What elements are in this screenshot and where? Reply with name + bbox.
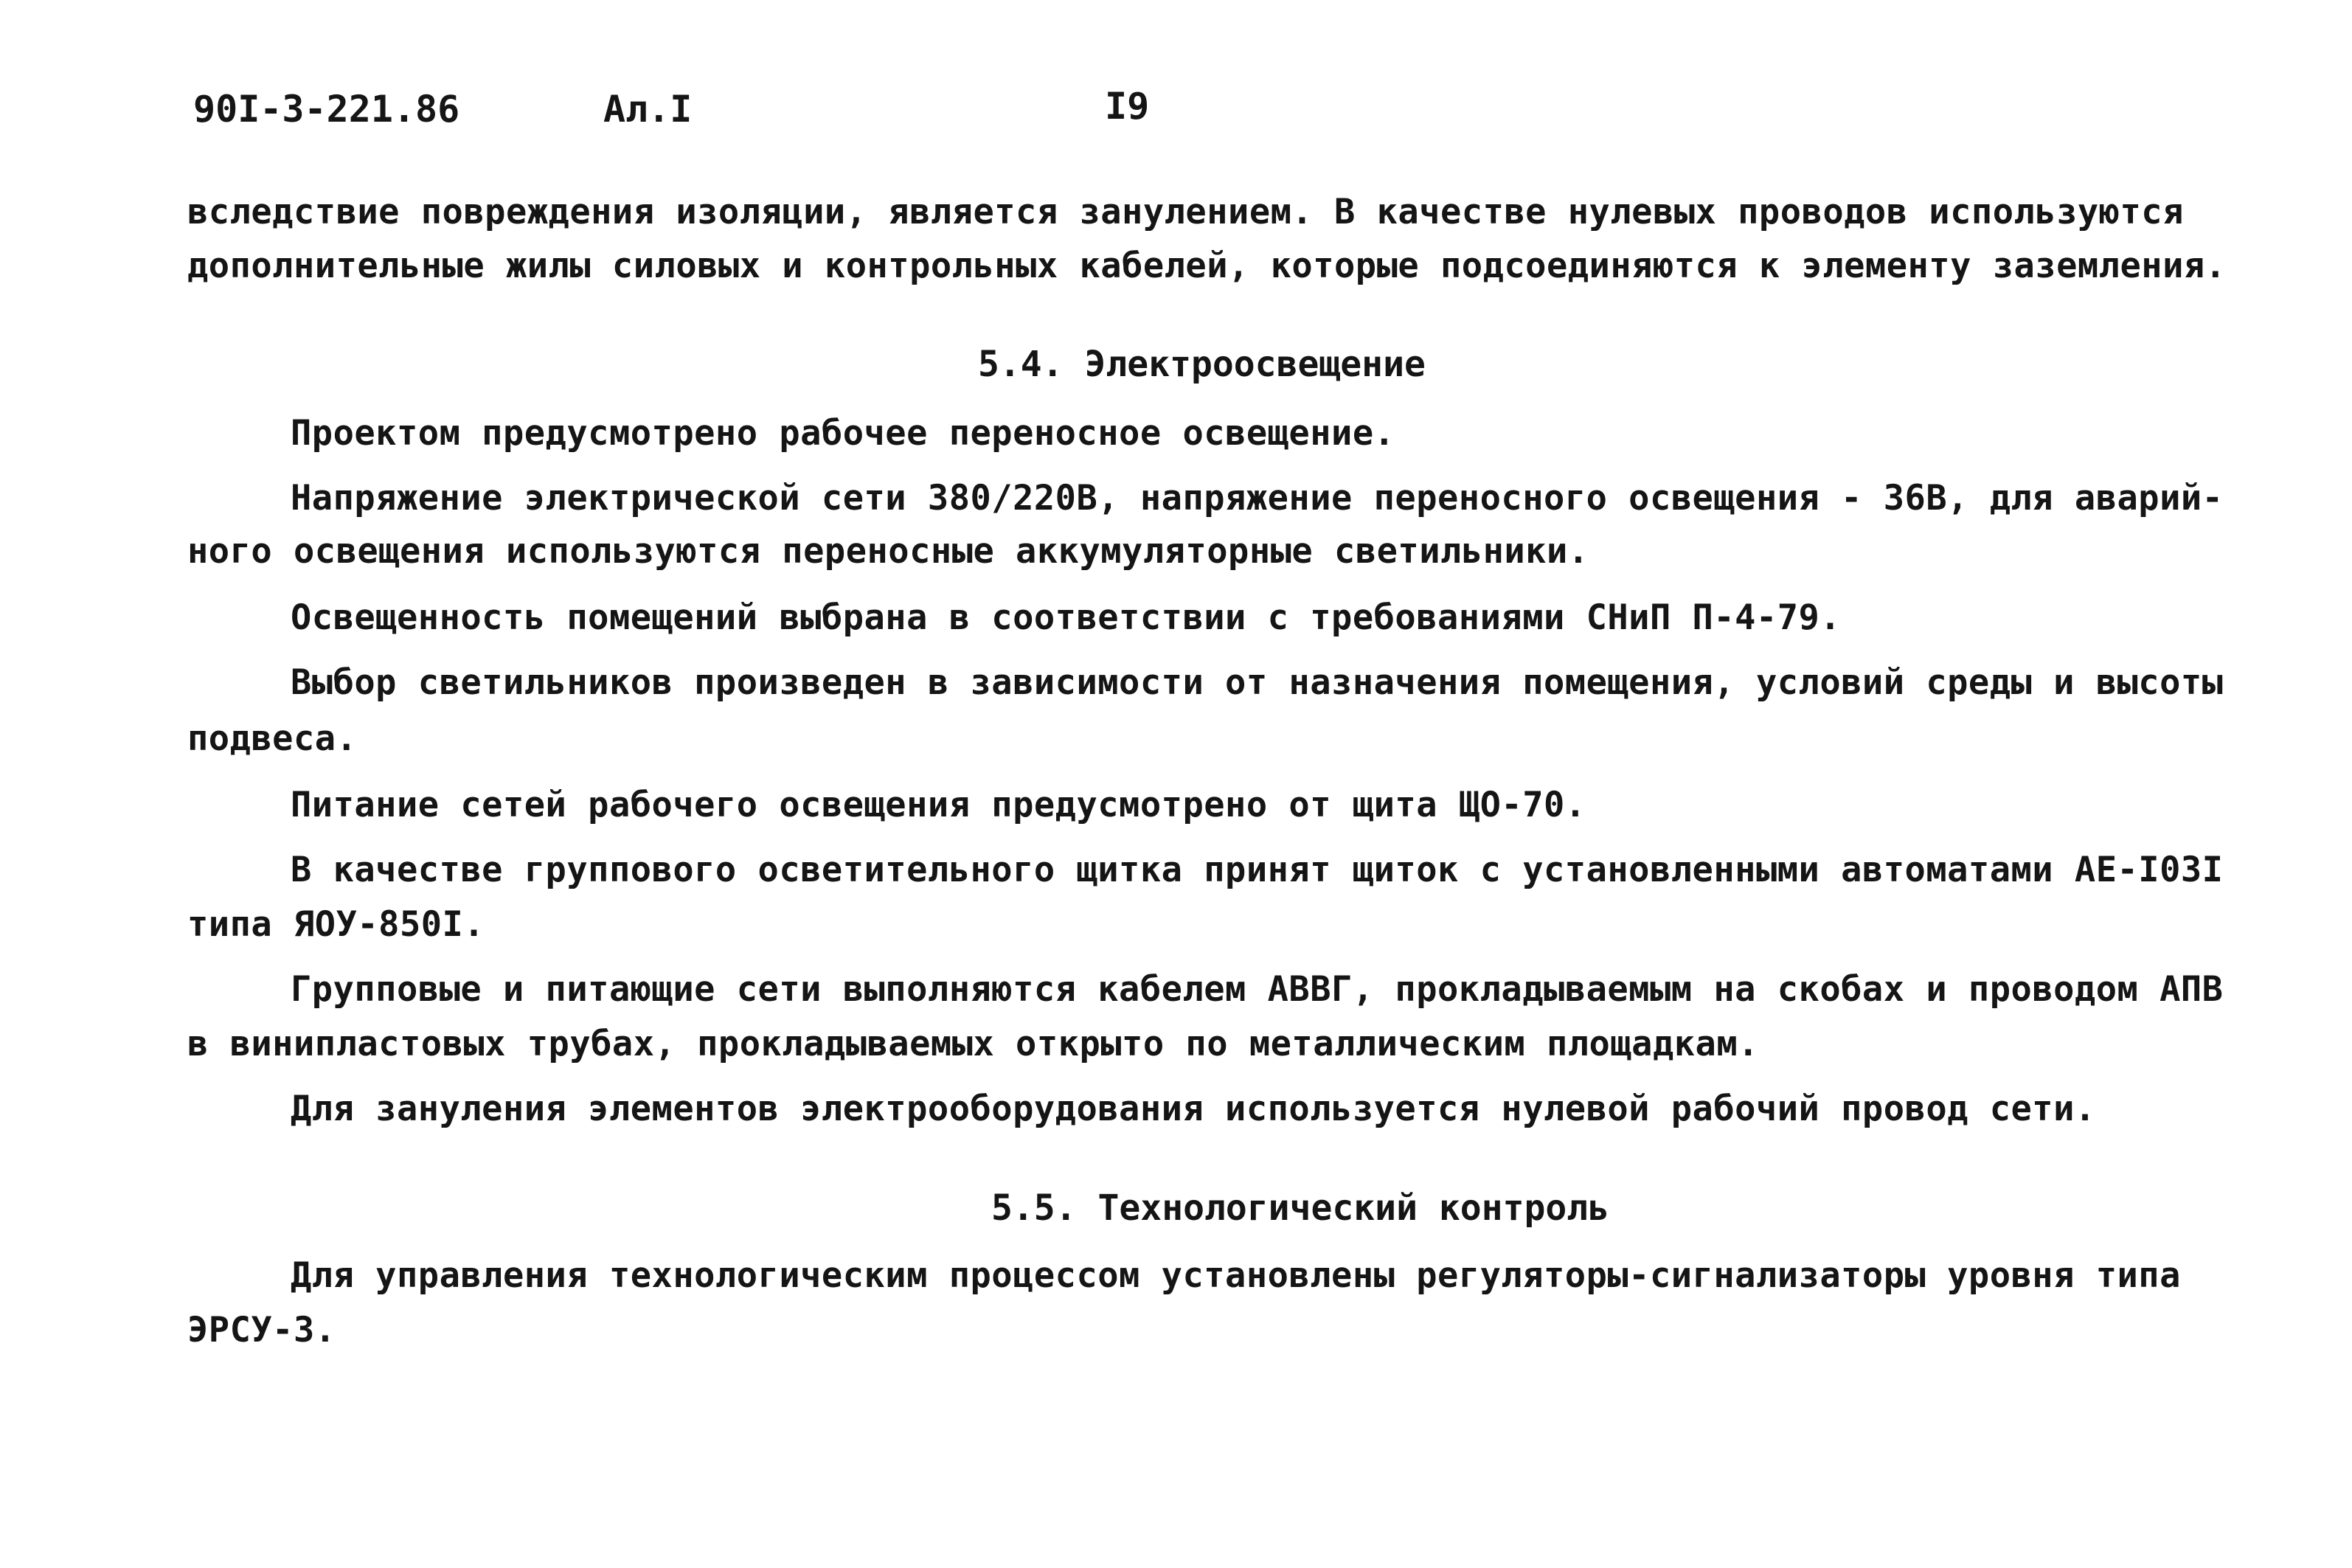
- intro-line-2: дополнительные жилы силовых и контрольных кабелей, которые подсоединяются к элементу заземления.: [187, 246, 2227, 286]
- s54-paragraph-4-line-2: подвеса.: [187, 718, 358, 759]
- section-5-5-heading: 5.5. Технологический контроль: [991, 1187, 1610, 1229]
- s54-paragraph-8: Для зануления элементов электрооборудования используется нулевой рабочий провод сети.: [291, 1089, 2096, 1129]
- sheet-label: Ал.I: [603, 88, 693, 131]
- s54-paragraph-1: Проектом предусмотрено рабочее переносное освещение.: [291, 413, 1395, 454]
- s54-paragraph-2-line-1: Напряжение электрической сети 380/220В, напряжение переносного освещения - 36В, для аварий-: [291, 478, 2224, 518]
- s54-paragraph-3: Освещенность помещений выбрана в соответствии с требованиями СНиП П-4-79.: [291, 597, 1842, 638]
- s54-paragraph-6-line-1: В качестве группового осветительного щитка принят щиток с установленными автоматами АЕ-I03I: [291, 850, 2224, 890]
- s54-paragraph-6-line-2: типа ЯОУ-850I.: [187, 904, 485, 945]
- doc-number: 90I-3-221.86: [193, 88, 460, 131]
- s55-paragraph-1-line-2: ЭРСУ-3.: [187, 1310, 336, 1350]
- s54-paragraph-7-line-2: в винипластовых трубах, прокладываемых открыто по металлическим площадкам.: [187, 1024, 1759, 1064]
- s54-paragraph-2-line-2: ного освещения используются переносные аккумуляторные светильники.: [187, 531, 1589, 572]
- s54-paragraph-7-line-1: Групповые и питающие сети выполняются кабелем АВВГ, прокладываемым на скобах и проводом АПВ: [291, 969, 2224, 1010]
- s54-paragraph-5: Питание сетей рабочего освещения предусмотрено от щита ЩО-70.: [291, 785, 1586, 825]
- s55-paragraph-1-line-1: Для управления технологическим процессом установлены регуляторы-сигнализаторы уровня типа: [291, 1255, 2181, 1296]
- section-5-4-heading: 5.4. Электроосвещение: [978, 344, 1426, 385]
- intro-line-1: вследствие повреждения изоляции, является занулением. В качестве нулевых проводов используются: [187, 192, 2184, 232]
- page-number: I9: [1105, 85, 1150, 128]
- s54-paragraph-4-line-1: Выбор светильников произведен в зависимости от назначения помещения, условий среды и высоты: [291, 662, 2224, 703]
